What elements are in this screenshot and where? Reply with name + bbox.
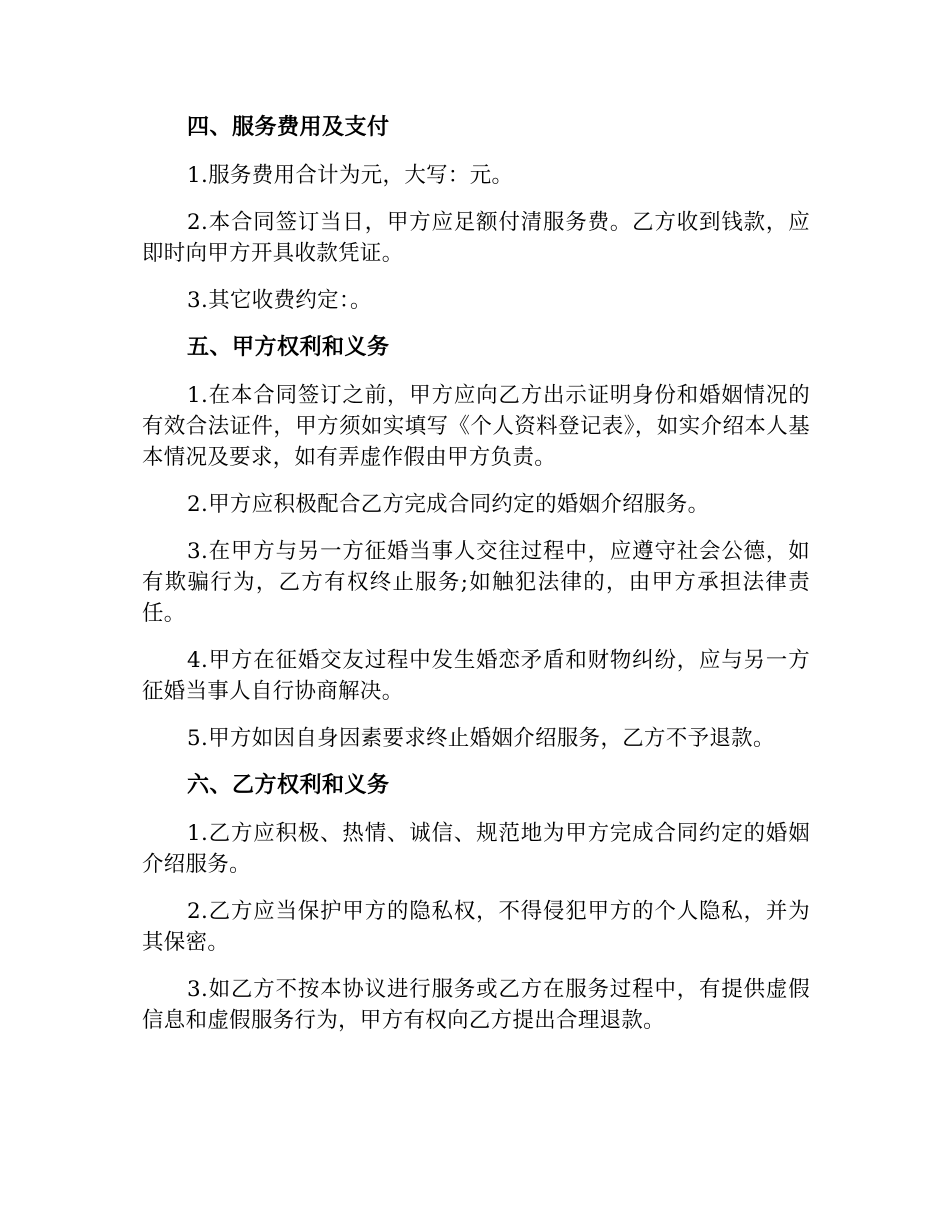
section-heading: 五、甲方权利和义务 bbox=[187, 335, 390, 360]
clause-paragraph: 3.如乙方不按本协议进行服务或乙方在服务过程中，有提供虚假信息和虚假服务行为，甲方有权向乙方提出合理退款。 bbox=[142, 977, 810, 1033]
section-party-a bbox=[142, 332, 810, 754]
document-page bbox=[142, 112, 810, 1052]
clause-paragraph: 3.在甲方与另一方征婚当事人交往过程中，应遵守社会公德，如有欺骗行为，乙方有权终止服务;如触犯法律的，由甲方承担法律责任。 bbox=[142, 539, 810, 626]
clause-paragraph: 1.乙方应积极、热情、诚信、规范地为甲方完成合同约定的婚姻介绍服务。 bbox=[142, 821, 810, 877]
section-fees bbox=[142, 112, 810, 316]
section-heading: 四、服务费用及支付 bbox=[187, 115, 390, 140]
clause-paragraph: 4.甲方在征婚交友过程中发生婚恋矛盾和财物纠纷，应与另一方征婚当事人自行协商解决。 bbox=[142, 648, 810, 704]
clause-paragraph: 1.在本合同签订之前，甲方应向乙方出示证明身份和婚姻情况的有效合法证件，甲方须如实填写《个人资料登记表》，如实介绍本人基本情况及要求，如有弄虚作假由甲方负责。 bbox=[142, 383, 810, 470]
clause-paragraph: 3.其它收费约定：。 bbox=[187, 288, 372, 313]
clause-paragraph: 2.本合同签订当日，甲方应足额付清服务费。乙方收到钱款，应即时向甲方开具收款凭证。 bbox=[142, 210, 810, 266]
clause-paragraph: 1.服务费用合计为元，大写：元。 bbox=[187, 163, 514, 188]
clause-paragraph: 2.甲方应积极配合乙方完成合同约定的婚姻介绍服务。 bbox=[187, 492, 710, 517]
section-party-b bbox=[142, 770, 810, 1036]
clause-paragraph: 2.乙方应当保护甲方的隐私权，不得侵犯甲方的个人隐私，并为其保密。 bbox=[142, 899, 810, 955]
clause-paragraph: 5.甲方如因自身因素要求终止婚姻介绍服务，乙方不予退款。 bbox=[187, 726, 775, 751]
section-heading: 六、乙方权利和义务 bbox=[187, 773, 390, 798]
